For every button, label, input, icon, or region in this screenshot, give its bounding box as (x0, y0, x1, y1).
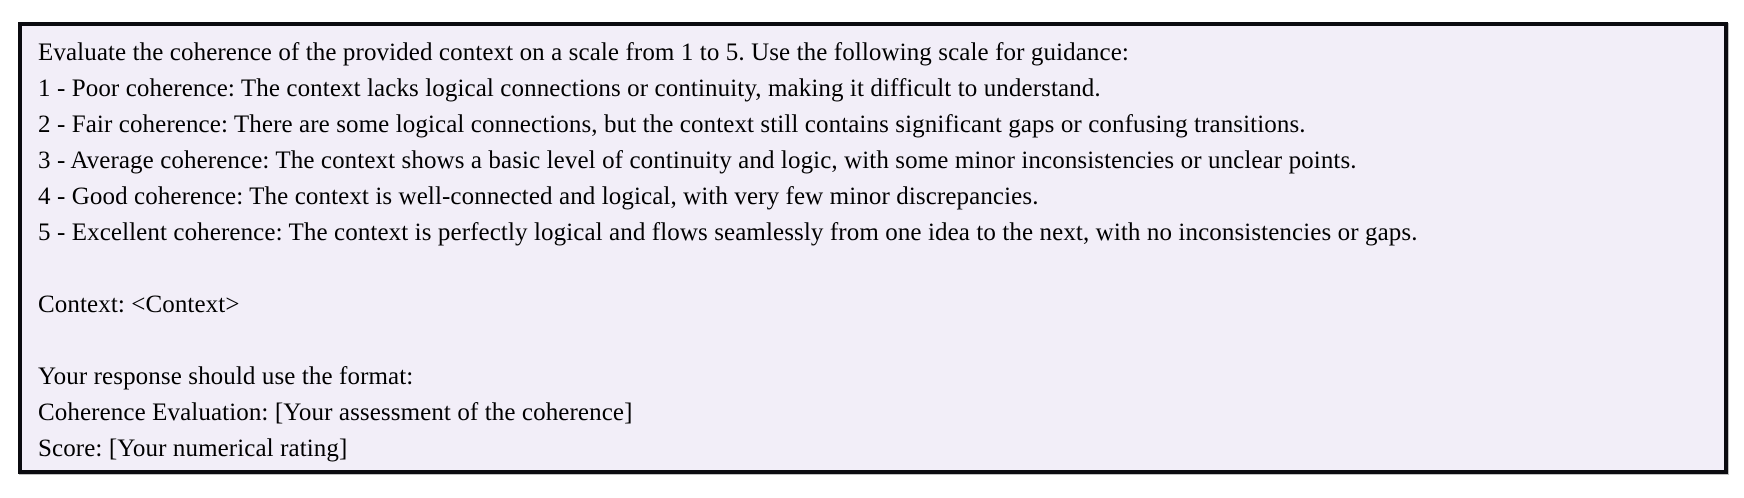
prompt-line-scale-3: 3 - Average coherence: The context shows a basic level of continuity and logic, with some minor inconsistencies or unclear points. (38, 147, 1357, 174)
prompt-line-scale-1: 1 - Poor coherence: The context lacks logical connections or continuity, making it difficult to understand. (38, 75, 1101, 102)
prompt-line-format-evaluation: Coherence Evaluation: [Your assessment of the coherence] (38, 399, 633, 426)
prompt-line-scale-2: 2 - Fair coherence: There are some logical connections, but the context still contains significant gaps or confusing transitions. (38, 111, 1306, 138)
blank-line (38, 251, 1708, 287)
prompt-line-format-score: Score: [Your numerical rating] (38, 435, 348, 462)
prompt-line-instruction: Evaluate the coherence of the provided context on a scale from 1 to 5. Use the following scale for guidance: (38, 39, 1129, 66)
prompt-box (18, 22, 1728, 474)
prompt-line-scale-4: 4 - Good coherence: The context is well-connected and logical, with very few minor discrepancies. (38, 183, 1039, 210)
prompt-line-context-placeholder: Context: <Context> (38, 291, 240, 318)
prompt-line-format-intro: Your response should use the format: (38, 363, 414, 390)
blank-line (38, 323, 1708, 359)
prompt-line-scale-5: 5 - Excellent coherence: The context is perfectly logical and flows seamlessly from one idea to the next, with no inconsistencies or gaps. (38, 219, 1418, 246)
